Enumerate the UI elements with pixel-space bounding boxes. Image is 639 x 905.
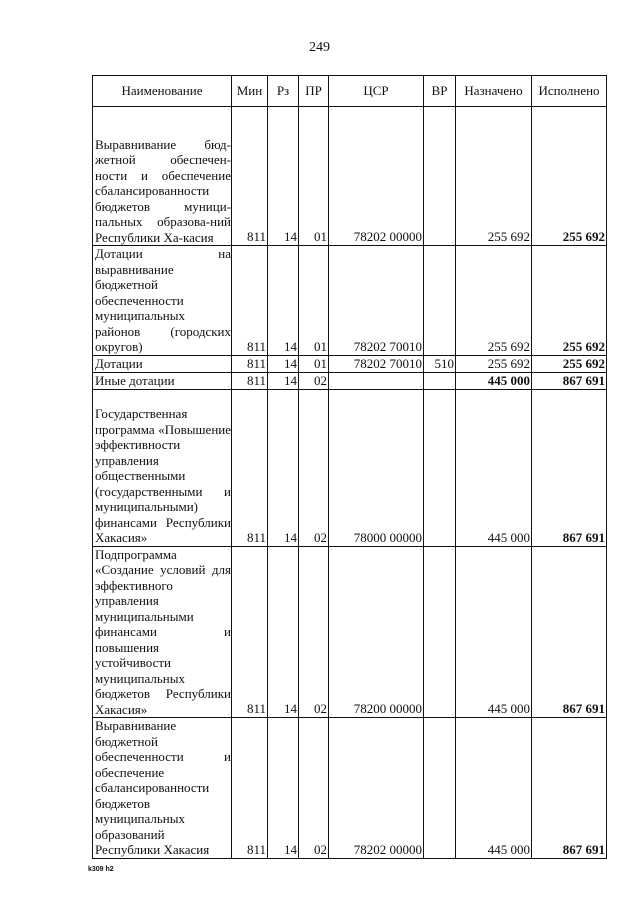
- row-executed: 255 692: [532, 246, 607, 356]
- row-name: Выравнивание бюд-жетной обеспечен-ности и обеспечение сбалансированности бюджетов муници-пальных образова-ний Республики Ха-касия: [93, 107, 232, 246]
- header-planned: Назначено: [456, 76, 532, 107]
- row-name: Государственная программа «Повышение эффективности управления общественными (государственными и муниципальными) финансами Республики Хакасия»: [93, 389, 232, 546]
- row-min: 811: [232, 389, 268, 546]
- row-min: 811: [232, 246, 268, 356]
- row-csr: 78202 70010: [329, 355, 424, 372]
- row-vr: [424, 546, 456, 718]
- row-csr: [329, 372, 424, 389]
- row-vr: [424, 718, 456, 859]
- row-name: Подпрограмма «Создание условий для эффективного управления муниципальными финансами и повышения устойчивости муниципальных бюджетов Республики Хакасия»: [93, 546, 232, 718]
- row-pr: 01: [299, 246, 329, 356]
- row-planned: 255 692: [456, 246, 532, 356]
- table-row: [93, 355, 607, 372]
- row-csr: 78202 00000: [329, 107, 424, 246]
- header-min: Мин: [232, 76, 268, 107]
- row-vr: [424, 389, 456, 546]
- table-row: [93, 546, 607, 718]
- row-min: 811: [232, 372, 268, 389]
- row-pr: 02: [299, 718, 329, 859]
- row-vr: [424, 107, 456, 246]
- table-row: [93, 718, 607, 859]
- row-executed: 255 692: [532, 107, 607, 246]
- row-min: 811: [232, 107, 268, 246]
- header-rz: Рз: [268, 76, 299, 107]
- row-executed: 867 691: [532, 372, 607, 389]
- table-row: [93, 107, 607, 246]
- row-min: 811: [232, 546, 268, 718]
- row-planned: 445 000: [456, 372, 532, 389]
- row-planned: 445 000: [456, 546, 532, 718]
- header-vr: ВР: [424, 76, 456, 107]
- header-pr: ПР: [299, 76, 329, 107]
- row-pr: 02: [299, 372, 329, 389]
- row-rz: 14: [268, 107, 299, 246]
- header-csr: ЦСР: [329, 76, 424, 107]
- row-min: 811: [232, 718, 268, 859]
- row-csr: 78202 70010: [329, 246, 424, 356]
- header-executed: Исполнено: [532, 76, 607, 107]
- row-executed: 867 691: [532, 718, 607, 859]
- row-vr: [424, 372, 456, 389]
- row-pr: 02: [299, 546, 329, 718]
- row-planned: 445 000: [456, 389, 532, 546]
- row-csr: 78200 00000: [329, 546, 424, 718]
- row-name: Дотации на выравнивание бюджетной обеспеченности муниципальных районов (городских округов): [93, 246, 232, 356]
- row-rz: 14: [268, 389, 299, 546]
- row-pr: 01: [299, 107, 329, 246]
- footer-code: k309 h2: [88, 866, 114, 873]
- row-executed: 867 691: [532, 546, 607, 718]
- table-row: [93, 389, 607, 546]
- row-min: 811: [232, 355, 268, 372]
- table-row: [93, 372, 607, 389]
- row-name: Дотации: [93, 355, 232, 372]
- budget-table: [92, 75, 607, 859]
- row-rz: 14: [268, 355, 299, 372]
- row-name: Выравнивание бюджетной обеспеченности и обеспечение сбалансированности бюджетов муниципальных образований Республики Хакасия: [93, 718, 232, 859]
- row-executed: 867 691: [532, 389, 607, 546]
- page-number: 249: [309, 40, 330, 55]
- row-planned: 445 000: [456, 718, 532, 859]
- row-name: Иные дотации: [93, 372, 232, 389]
- row-rz: 14: [268, 246, 299, 356]
- table-row: [93, 246, 607, 356]
- row-rz: 14: [268, 372, 299, 389]
- row-executed: 255 692: [532, 355, 607, 372]
- row-vr: [424, 246, 456, 356]
- row-pr: 02: [299, 389, 329, 546]
- row-rz: 14: [268, 546, 299, 718]
- row-csr: 78202 00000: [329, 718, 424, 859]
- header-name: Наименование: [93, 76, 232, 107]
- row-rz: 14: [268, 718, 299, 859]
- row-planned: 255 692: [456, 355, 532, 372]
- row-vr: 510: [424, 355, 456, 372]
- row-planned: 255 692: [456, 107, 532, 246]
- table-header-row: [93, 76, 607, 107]
- row-pr: 01: [299, 355, 329, 372]
- row-csr: 78000 00000: [329, 389, 424, 546]
